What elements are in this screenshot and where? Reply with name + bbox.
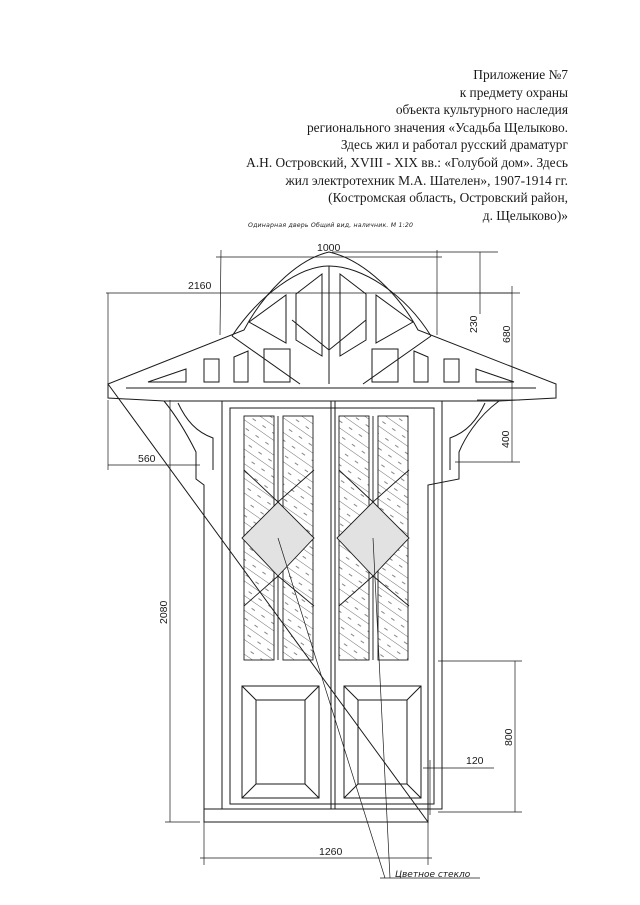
cutout: [476, 369, 514, 382]
header-line: А.Н. Островский, XVIII - XIX вв.: «Голубой дом». Здесь: [246, 154, 568, 170]
dim-line-2160: [106, 293, 512, 385]
cutout: [296, 274, 322, 356]
colored-glass-note: Цветное стекло: [395, 870, 471, 880]
cutout: [249, 295, 286, 343]
cutout: [264, 349, 290, 382]
header-line: Приложение №7: [473, 67, 568, 82]
dim-label-680: 680: [501, 325, 513, 343]
header-line: регионального значения «Усадьба Щелыково.: [306, 119, 568, 135]
pediment-truss: [232, 266, 431, 336]
dimension-labels: [138, 242, 515, 880]
header-line: (Костромская область, Островский район,: [328, 190, 568, 206]
dim-line-1260: [200, 822, 432, 865]
cutout: [234, 351, 248, 382]
cutout: [148, 369, 186, 382]
dim-label-120: 120: [466, 755, 484, 767]
dim-label-2080: 2080: [158, 600, 170, 624]
cutout: [372, 349, 398, 382]
lower-panel: [344, 686, 421, 798]
cutout: [376, 295, 413, 343]
dim-label-560: 560: [138, 453, 156, 465]
dim-line-230: [332, 252, 498, 314]
cutout: [444, 359, 459, 382]
right-bracket: [450, 403, 485, 470]
door-threshold: [204, 809, 428, 822]
cutout: [340, 274, 366, 356]
cutout: [414, 351, 428, 382]
dim-label-230: 230: [468, 315, 480, 333]
dim-label-800: 800: [503, 728, 515, 746]
lower-panel: [242, 686, 319, 798]
header-line: объекта культурного наследия: [395, 102, 568, 118]
dim-line-2080: [165, 400, 200, 822]
header-line: Здесь жил и работал русский драматург: [340, 137, 568, 153]
lower-panel-inner: [256, 700, 305, 784]
truss-diagonals: [232, 266, 431, 384]
header-line: жил электротехник М.А. Шателен», 1907-1914 гг.: [285, 172, 568, 188]
drawing-caption: Одинарная дверь Общий вид, наличник. М 1:20: [248, 222, 414, 229]
panel-bevel: [242, 686, 319, 798]
dim-label-2160: 2160: [188, 280, 212, 292]
lower-panel-inner: [358, 700, 407, 784]
dim-label-1260: 1260: [319, 846, 343, 858]
pediment-outline: [108, 252, 556, 822]
header-line: к предмету охраны: [459, 84, 568, 100]
header-line: д. Щелыково)»: [482, 207, 568, 223]
dim-label-1000: 1000: [317, 242, 341, 254]
cutout: [204, 359, 219, 382]
panel-bevel: [344, 686, 421, 798]
dim-label-400: 400: [500, 430, 512, 448]
